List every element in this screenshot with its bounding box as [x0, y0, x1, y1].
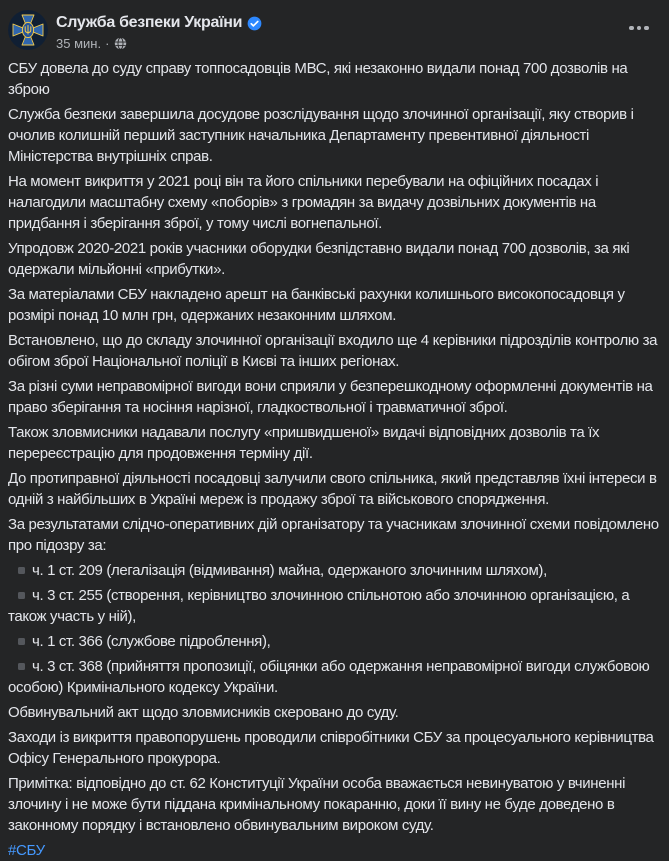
post-paragraph	[8, 376, 661, 418]
bullet-item	[8, 631, 661, 652]
sbu-emblem-icon	[8, 10, 48, 50]
avatar[interactable]	[8, 10, 48, 50]
post-paragraph	[8, 773, 661, 836]
post-paragraph	[8, 422, 661, 464]
square-bullet-icon	[18, 638, 25, 645]
more-options-button[interactable]	[623, 16, 655, 40]
paragraph-text: За різні суми неправомірної вигоди вони сприяли у безперешкодному оформленні документів на право зберігання та носіння нарізної, гладкоствольної і травматичної зброї.	[8, 378, 653, 416]
paragraph-text: ч. 3 ст. 255 (створення, керівництво злочинною спільнотою або злочинною організацією, а також участь у ній),	[8, 587, 630, 625]
header-text-block	[56, 10, 653, 51]
page-name-link[interactable]: Служба безпеки України	[56, 14, 243, 31]
bullet-item	[8, 585, 661, 627]
paragraph-text: Служба безпеки завершила досудове розслідування щодо злочинної організації, яку створив і очолив колишній перший заступник начальника Департаменту превентивної діяльності Міністерства внутрішніх справ.	[8, 106, 634, 165]
post-paragraph	[8, 171, 661, 234]
paragraph-text: На момент викриття у 2021 році він та його спільники перебували на офіційних посадах і налагодили масштабну схему «поборів» з громадян за видачу дозвільних документів на придбання і зберігання зброї, у тому числі вогнепальної.	[8, 173, 599, 232]
post-paragraph	[8, 727, 661, 769]
public-audience-icon	[114, 37, 127, 50]
post-paragraph	[8, 238, 661, 280]
ellipsis-icon	[629, 26, 649, 31]
paragraph-text: Також зловмисники надавали послугу «пришвидшеної» видачі відповідних дозволів та їх перереєстрацію для продовження терміну дії.	[8, 424, 600, 462]
paragraph-text: До протиправної діяльності посадовці залучили свого спільника, який представляв їхні інтереси в одній з найбільших в Україні мереж із продажу зброї та військового спорядження.	[8, 470, 657, 508]
paragraph-text: ч. 1 ст. 366 (службове підроблення),	[32, 633, 271, 650]
post-paragraph	[8, 468, 661, 510]
paragraph-text: ч. 1 ст. 209 (легалізація (відмивання) майна, одержаного злочинним шляхом),	[32, 562, 547, 579]
paragraph-text: СБУ довела до суду справу топпосадовців МВС, які незаконно видали понад 700 дозволів на зброю	[8, 60, 628, 98]
verified-badge-icon	[247, 16, 262, 31]
bullet-item	[8, 560, 661, 581]
post-paragraph	[8, 58, 661, 100]
paragraph-text: Обвинувальний акт щодо зловмисників скеровано до суду.	[8, 704, 399, 721]
bullet-item	[8, 656, 661, 698]
paragraph-text: ч. 3 ст. 368 (прийняття пропозиції, обіцянки або одержання неправомірної вигоди службовою особою) Кримінального кодексу України.	[8, 658, 650, 696]
post-text	[0, 56, 669, 861]
paragraph-text: За матеріалами СБУ накладено арешт на банківські рахунки колишнього високопосадовця у розмірі понад 10 млн грн, одержаних незаконним шляхом.	[8, 286, 625, 324]
meta-separator: ·	[105, 36, 110, 51]
post-paragraph	[8, 702, 661, 723]
post-paragraph	[8, 330, 661, 372]
square-bullet-icon	[18, 567, 25, 574]
post-paragraph	[8, 284, 661, 326]
paragraph-text: Заходи із викриття правопорушень проводили співробітники СБУ за процесуального керівництва Офісу Генерального прокурора.	[8, 729, 654, 767]
post-header	[0, 0, 669, 56]
paragraph-text: Примітка: відповідно до ст. 62 Конституції України особа вважається невинуватою у вчиненні злочину і не може бути піддана кримінальному покаранню, доки її вину не буде доведено в законному порядку і встановлено обвинувальним вироком суду.	[8, 775, 626, 834]
square-bullet-icon	[18, 663, 25, 670]
paragraph-text: Встановлено, що до складу злочинної організації входило ще 4 керівники підрозділів контролю за обігом зброї Національної поліції в Києві та інших регіонах.	[8, 332, 658, 370]
paragraph-text: За результатами слідчо-оперативних дій організатору та учасникам злочинної схеми повідомлено про підозру за:	[8, 516, 659, 554]
post-paragraph	[8, 104, 661, 167]
paragraph-text: Упродовж 2020-2021 років учасники оборудки безпідставно видали понад 700 дозволів, за які одержали мільйонні «прибутки».	[8, 240, 630, 278]
hashtag-link[interactable]: #СБУ	[8, 842, 45, 859]
square-bullet-icon	[18, 592, 25, 599]
post-meta-row	[56, 36, 653, 51]
post-timestamp[interactable]: 35 мин.	[56, 36, 102, 51]
post-paragraph	[8, 514, 661, 556]
